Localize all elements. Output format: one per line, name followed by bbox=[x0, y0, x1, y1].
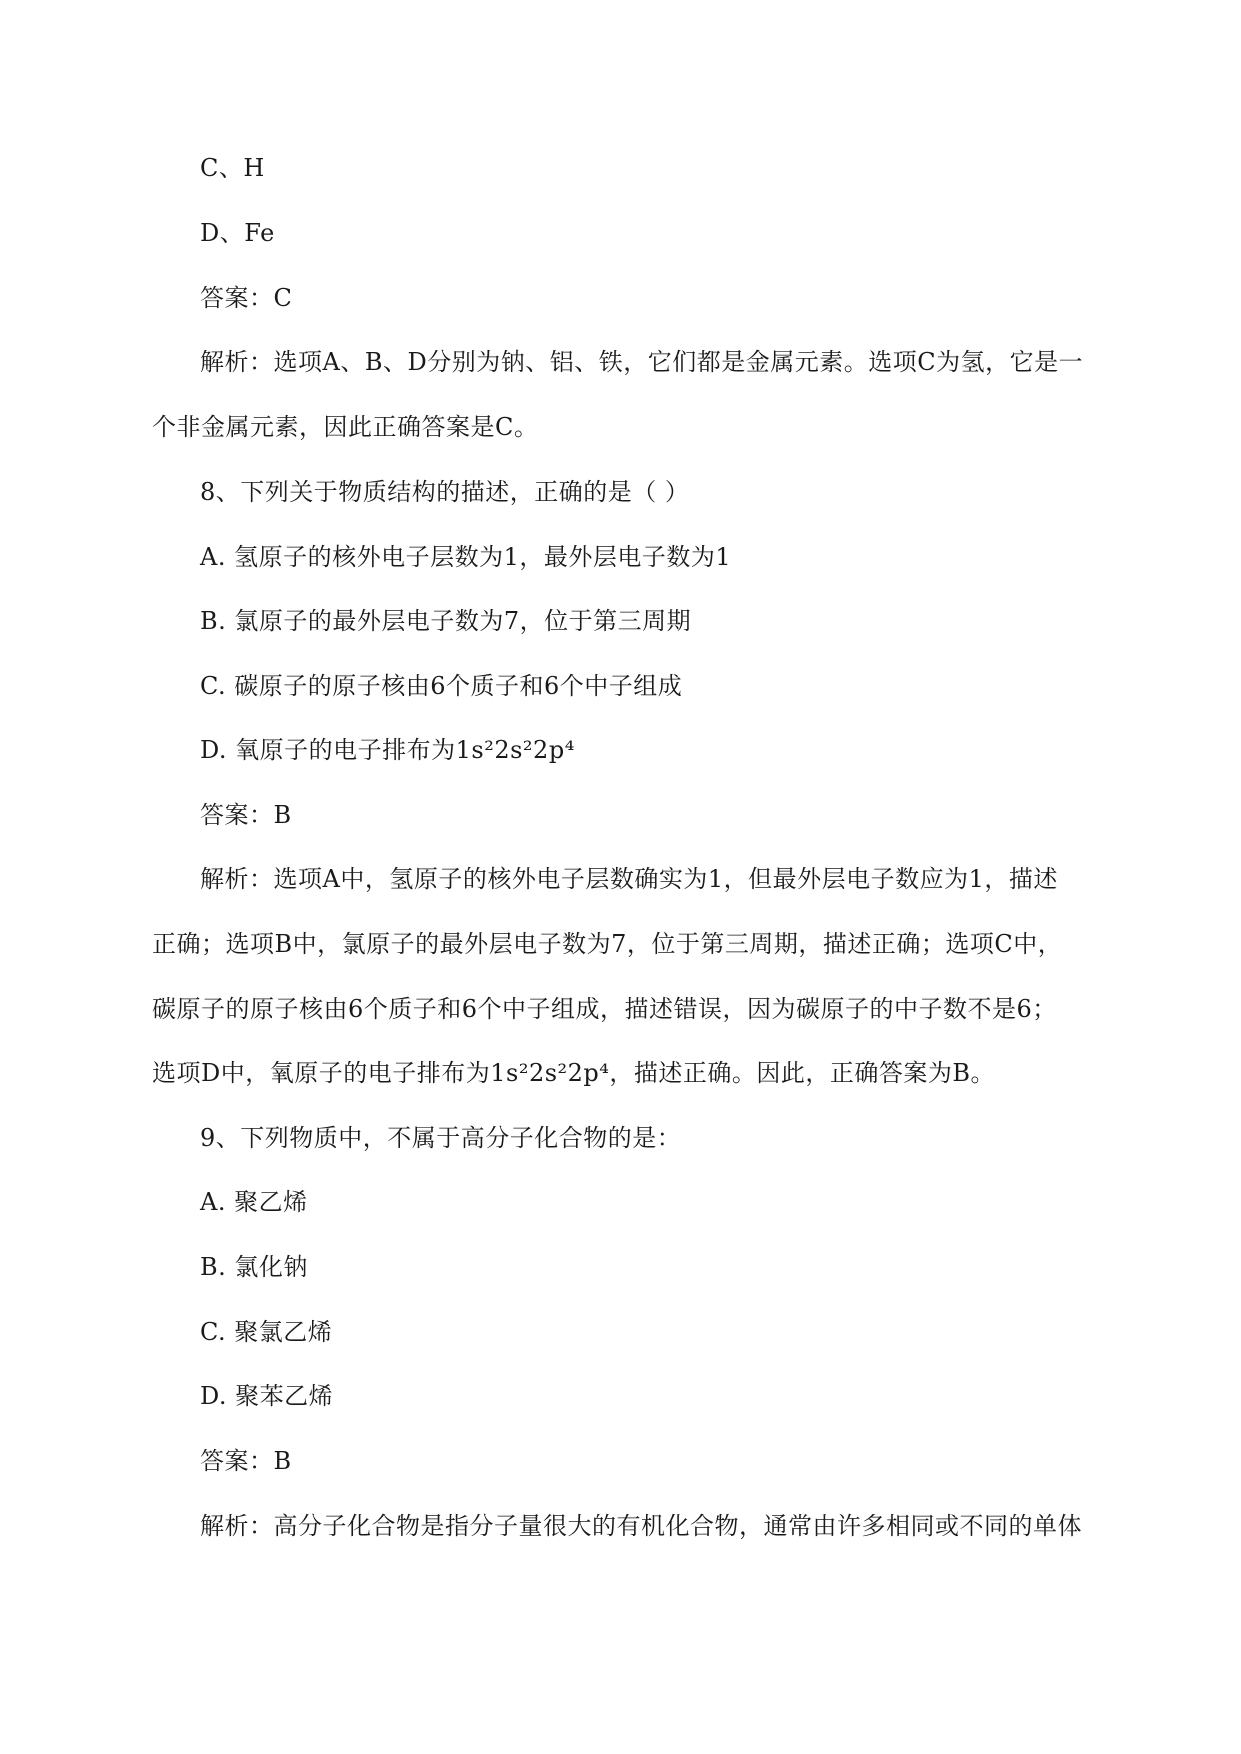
explanation-previous-line-1: 解析：选项A、B、D分别为钠、铝、铁，它们都是金属元素。选项C为氢，它是一 bbox=[200, 348, 1084, 376]
question-9-option-b: B. 氯化钠 bbox=[200, 1253, 308, 1281]
question-9-option-c: C. 聚氯乙烯 bbox=[200, 1318, 333, 1346]
option-d-previous: D、Fe bbox=[200, 219, 275, 247]
explanation-previous-line-2: 个非金属元素，因此正确答案是C。 bbox=[152, 413, 539, 441]
question-8-explanation-line-4: 选项D中，氧原子的电子排布为1s²2s²2p⁴，描述正确。因此，正确答案为B。 bbox=[152, 1059, 996, 1087]
question-8-option-c: C. 碳原子的原子核由6个质子和6个中子组成 bbox=[200, 672, 683, 700]
question-8-option-d: D. 氧原子的电子排布为1s²2s²2p⁴ bbox=[200, 736, 575, 764]
option-c-previous: C、H bbox=[200, 154, 265, 182]
question-8-option-b: B. 氯原子的最外层电子数为7，位于第三周期 bbox=[200, 607, 692, 635]
question-9-answer: 答案：B bbox=[200, 1447, 292, 1475]
question-8-option-a: A. 氢原子的核外电子层数为1，最外层电子数为1 bbox=[200, 543, 732, 571]
question-8: 8、下列关于物质结构的描述，正确的是（ ） bbox=[200, 478, 690, 506]
question-9-explanation-line-1: 解析：高分子化合物是指分子量很大的有机化合物，通常由许多相同或不同的单体 bbox=[200, 1512, 1082, 1540]
question-8-explanation-line-1: 解析：选项A中，氢原子的核外电子层数确实为1，但最外层电子数应为1，描述 bbox=[200, 865, 1058, 893]
question-8-answer: 答案：B bbox=[200, 801, 292, 829]
question-8-explanation-line-2: 正确；选项B中，氯原子的最外层电子数为7，位于第三周期，描述正确；选项C中， bbox=[152, 930, 1063, 958]
question-9-option-d: D. 聚苯乙烯 bbox=[200, 1382, 334, 1410]
answer-previous: 答案：C bbox=[200, 284, 293, 312]
question-8-explanation-line-3: 碳原子的原子核由6个质子和6个中子组成，描述错误，因为碳原子的中子数不是6； bbox=[152, 995, 1057, 1023]
question-9-option-a: A. 聚乙烯 bbox=[200, 1188, 308, 1216]
question-9: 9、下列物质中，不属于高分子化合物的是： bbox=[200, 1124, 682, 1152]
